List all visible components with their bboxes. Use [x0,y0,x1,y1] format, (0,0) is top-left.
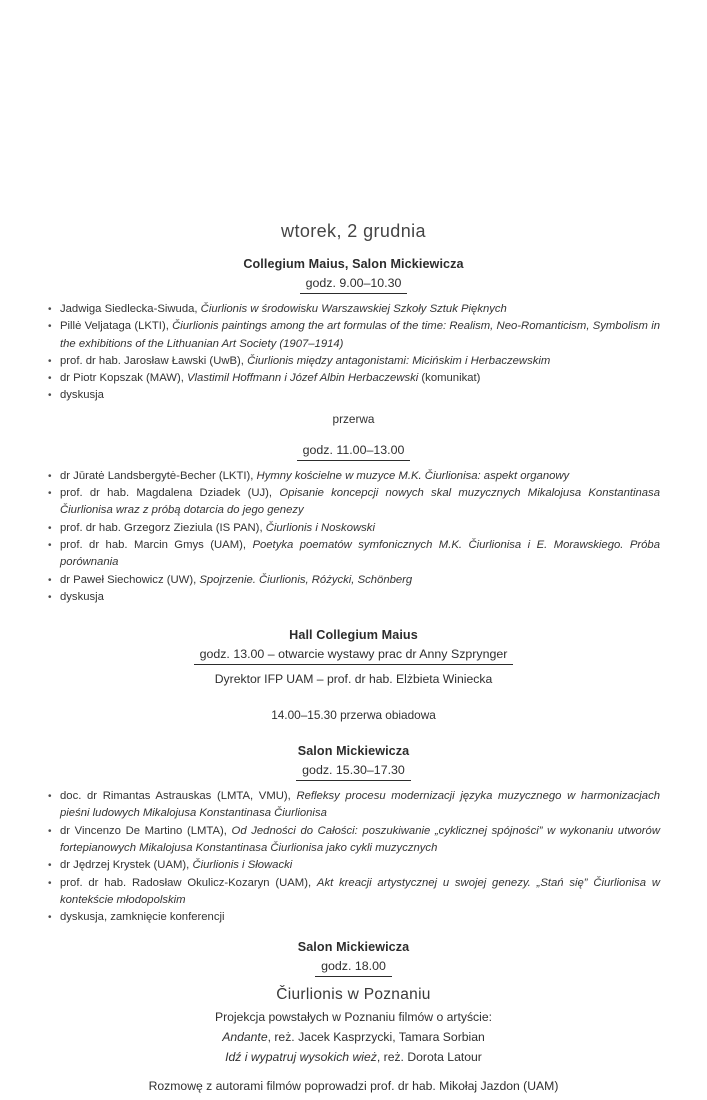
exhibition-time-text: godz. 13.00 – otwarcie wystawy prac dr Anny Szprynger [194,647,514,665]
break-label: przerwa [332,411,375,426]
film-title: Andante [222,1029,268,1044]
talk-title: Čiurlionis i Noskowski [265,521,375,534]
speaker: Jadwiga Siedlecka-Siwuda, [60,303,201,315]
session2-time [0,443,707,461]
speaker: prof. dr hab. Magdalena Dziadek (UJ), [60,487,280,500]
program-item [47,572,660,589]
session1-list [47,301,660,405]
program-item [47,468,660,485]
talk-title: Od Jedności do Całości: poszukiwanie „cyklicznej spójności” w wykonaniu utworów fortepianowych Mikalojusa Konstantinasa Čiurlionisa jako cykli muzycznych [60,824,660,855]
program-item [47,318,660,353]
talk-title: Čiurlionis między antagonistami: Micińskim i Herbaczewskim [247,354,551,367]
talk-title: Čiurlionis w środowisku Warszawskiej Szkoły Sztuk Pięknych [200,303,507,315]
exhibition-time-line [0,647,707,665]
evening-time-text: godz. 18.00 [315,959,392,977]
talk-title: Vlastimil Hoffmann i Józef Albin Herbaczewski [187,372,419,385]
talk-title: Čiurlionis paintings among the art formulas of the time: Realism, Neo-Romanticism, Symbolism in the exhibitions of the Lithuanian Art Society (1907–1914) [60,320,660,350]
speaker: doc. dr Rimantas Astrauskas (LMTA, VMU), [60,790,297,803]
speaker: dr Paweł Siechowicz (UW), [60,573,200,586]
talk-title: Čiurlionis i Słowacki [192,859,293,872]
speaker: dr Jūratė Landsbergytė-Becher (LKTI), [60,469,257,482]
evening-venue: Salon Mickiewicza [297,939,410,954]
session3-time [0,763,707,781]
speaker: dr Vincenzo De Martino (LMTA), [60,824,232,837]
talk-title: Refleksy procesu modernizacji języka muzycznego w harmonizacjach pieśni ludowych Mikalojusa Konstantinasa Čiurlionisa [60,790,660,820]
film-line [0,1050,707,1064]
speaker: dr Jędrzej Krystek (UAM), [60,859,193,872]
film-line [0,1030,707,1044]
program-item [47,485,660,520]
speaker: prof. dr hab. Radosław Okulicz-Kozaryn (UAM), [60,876,317,889]
film-title: Idź i wypatruj wysokich wież [225,1049,377,1064]
speaker: prof. dr hab. Marcin Gmys (UAM), [60,538,253,551]
session2-list [47,468,660,606]
exhibition-venue: Hall Collegium Maius [289,628,418,643]
speaker: dr Piotr Kopszak (MAW), [60,372,188,385]
program-item [47,909,660,926]
discussion-label: dyskusja [60,389,104,402]
program-item [47,353,660,370]
program-item [47,520,660,537]
film-credits: , reż. Jacek Kasprzycki, Tamara Sorbian [267,1029,485,1044]
program-item [47,875,660,910]
evening-event-title: Čiurlionis w Poznaniu [276,985,431,1003]
speaker: Pillė Veljataga (LKTI), [60,320,173,333]
exhibition-director-line: Dyrektor IFP UAM – prof. dr hab. Elżbieta Winiecka [214,672,493,687]
day-title: wtorek, 2 grudnia [281,221,426,241]
session3-list [47,788,660,926]
film-credits: , reż. Dorota Latour [376,1049,482,1064]
program-item [47,857,660,874]
session1-venue: Collegium Maius, Salon Mickiewicza [243,257,464,271]
session1-time-text: godz. 9.00–10.30 [300,276,408,294]
talk-title: Poetyka poematów symfonicznych M.K. Čiurlionisa i E. Morawskiego. Próba porównania [60,538,660,569]
talk-title: Hymny kościelne w muzyce M.K. Čiurlionisa: aspekt organowy [256,469,570,482]
speaker: prof. dr hab. Grzegorz Zieziula (IS PAN), [60,521,266,534]
program-item [47,589,660,606]
evening-time [0,959,707,977]
lunch-break-label: 14.00–15.30 przerwa obiadowa [271,708,436,723]
evening-intro: Projekcja powstałych w Poznaniu filmów o artyście: [214,1009,493,1024]
session3-time-text: godz. 15.30–17.30 [296,763,411,781]
program-item [47,387,660,404]
program-item [47,537,660,572]
session3-venue: Salon Mickiewicza [297,744,410,759]
program-item [47,301,660,318]
discussion-label: dyskusja, zamknięcie konferencji [60,911,225,924]
evening-closing: Rozmowę z autorami filmów poprowadzi prof. dr hab. Mikołaj Jazdon (UAM) [148,1078,559,1093]
program-item [47,823,660,858]
talk-note: (komunikat) [418,372,481,385]
program-item [47,370,660,387]
talk-title: Opisanie koncepcji nowych skal muzycznych Mikalojusa Konstantinasa Čiurlionisa wraz z próbą dotarcia do jego genezy [60,487,660,517]
session1-time [0,276,707,294]
speaker: prof. dr hab. Jarosław Ławski (UwB), [60,354,248,367]
discussion-label: dyskusja [60,590,104,603]
program-item [47,788,660,823]
session2-time-text: godz. 11.00–13.00 [297,443,411,461]
talk-title: Spojrzenie. Čiurlionis, Różycki, Schönberg [199,573,413,586]
talk-title: Akt kreacji artystycznej u swojej genezy. „Stań się” Čiurlionisa w kontekście młodopolskim [60,876,660,906]
